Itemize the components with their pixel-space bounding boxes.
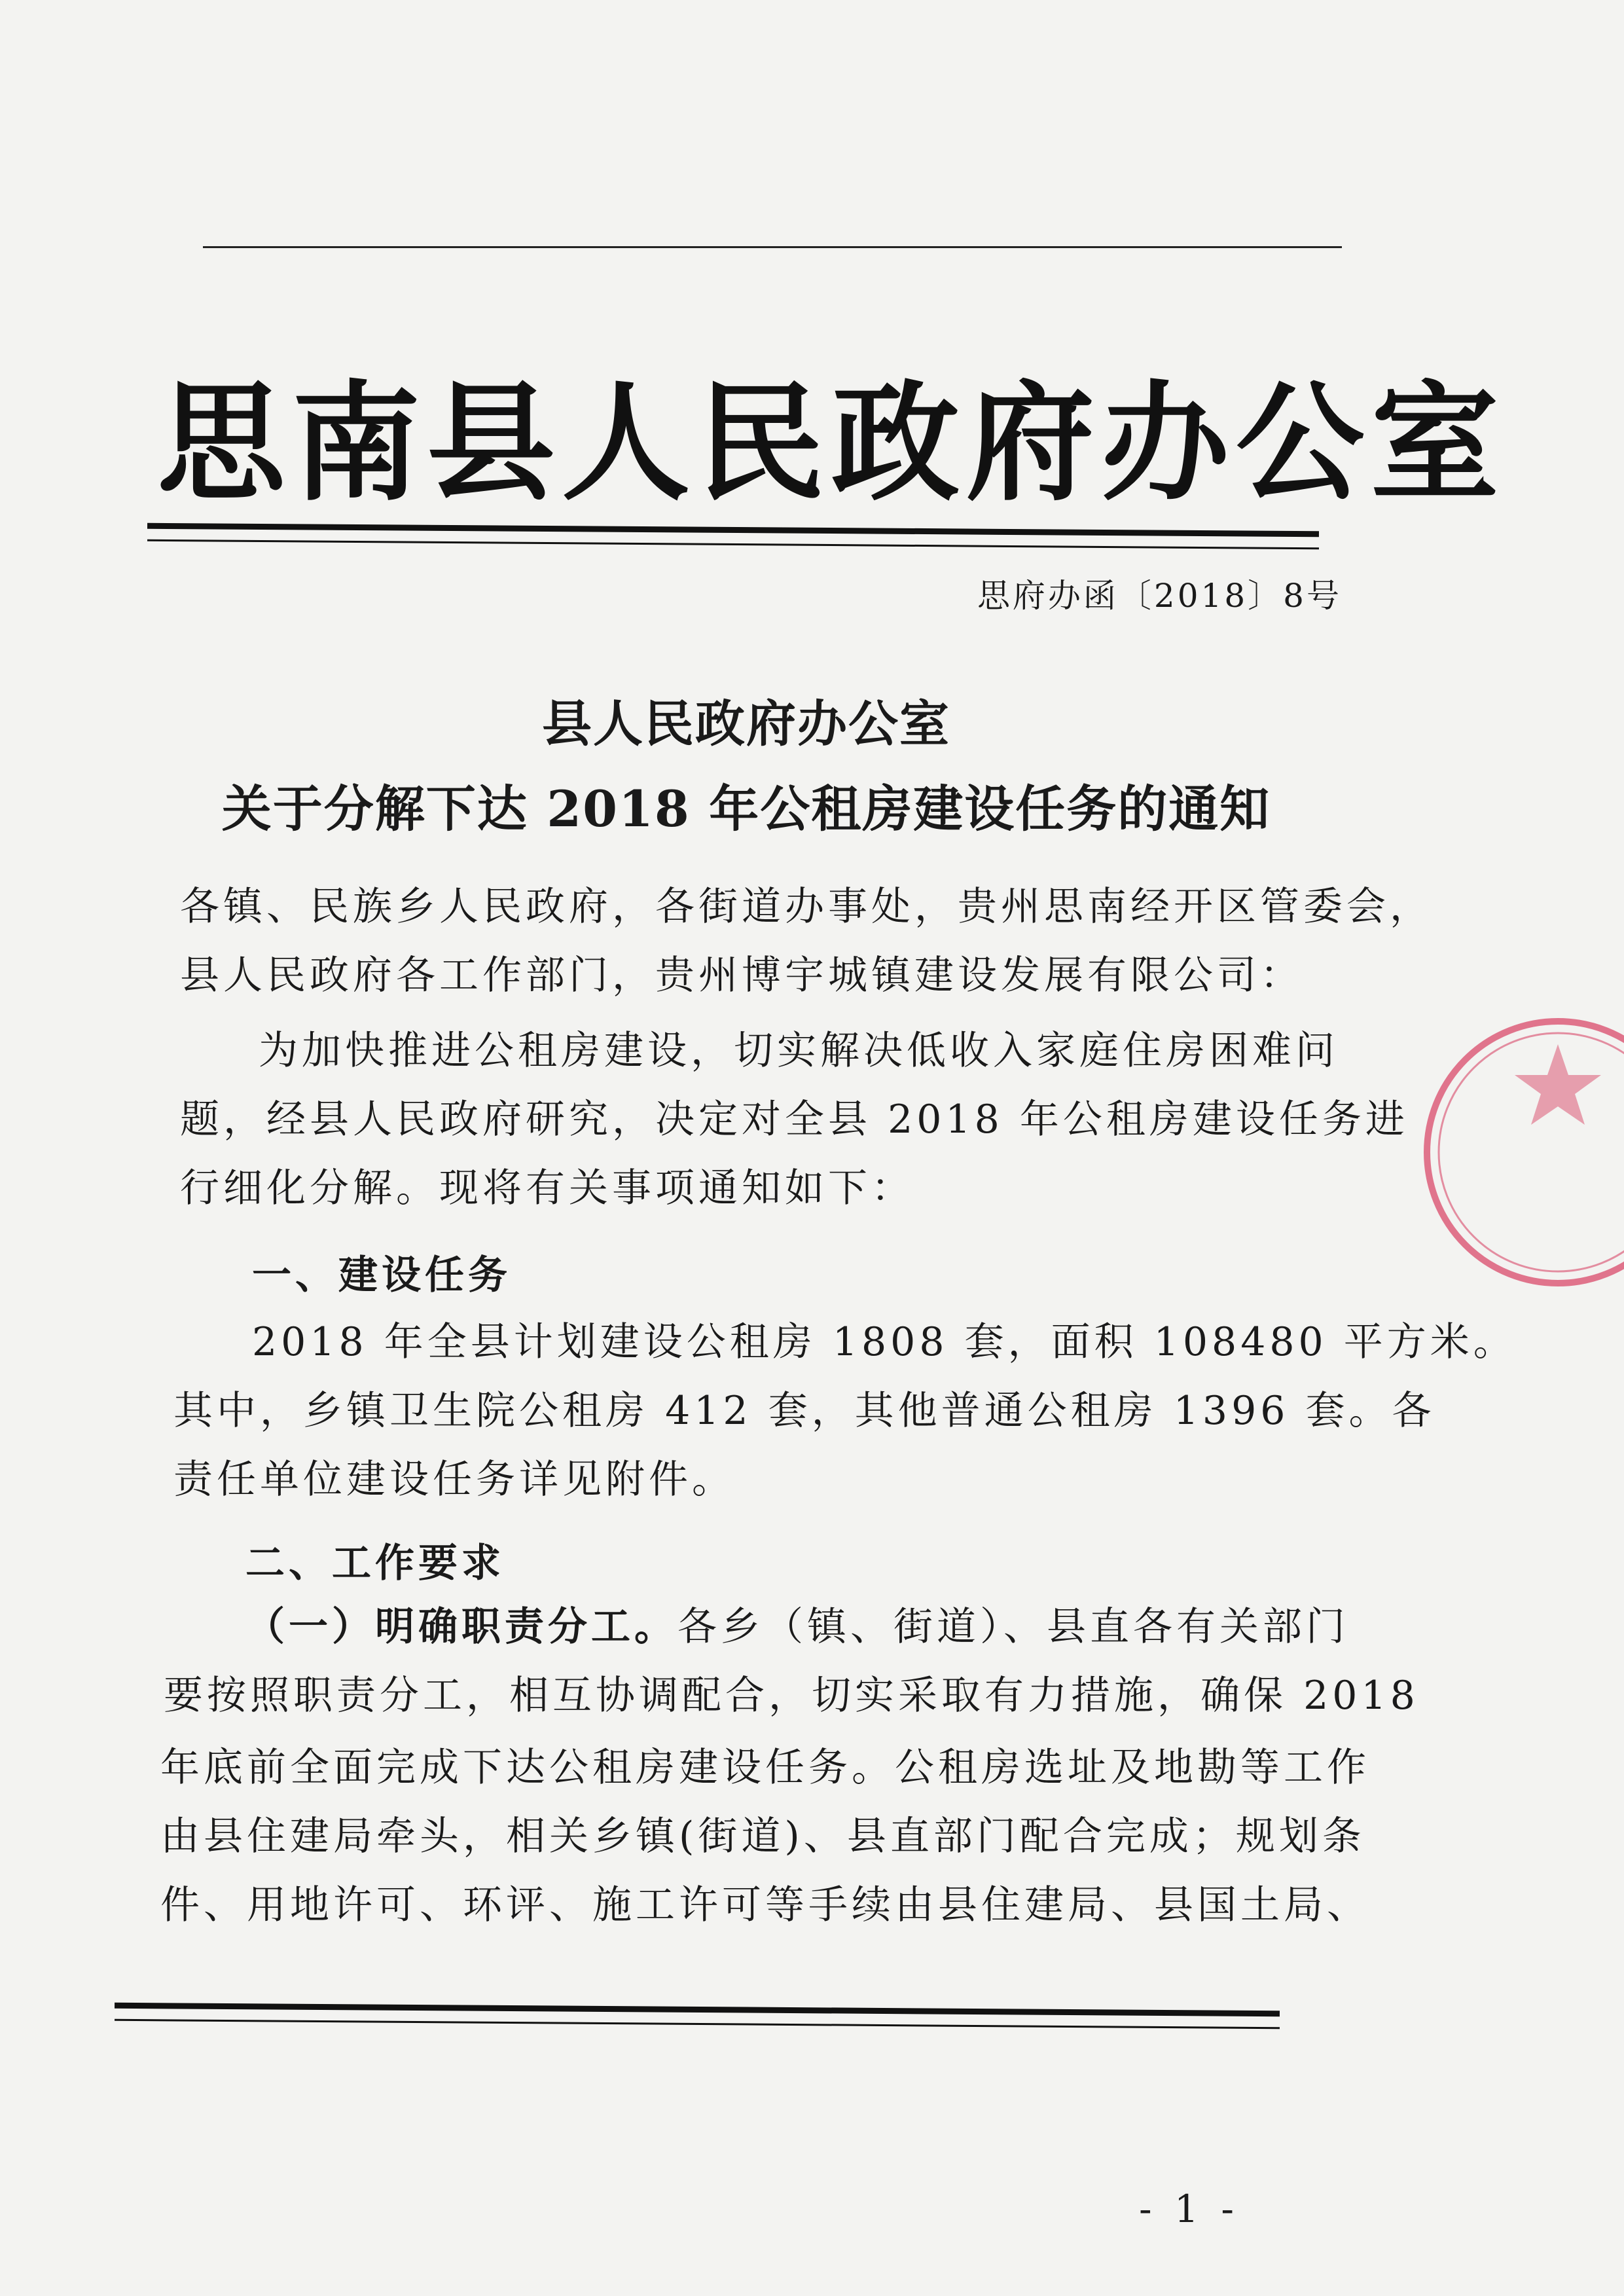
salutation-line2: 县人民政府各工作部门，贵州博宇城镇建设发展有限公司： — [180, 953, 1303, 998]
footer-rule-thin — [115, 2019, 1280, 2029]
section2-line2: 要按照职责分工，相互协调配合，切实采取有力措施，确保 2018 — [164, 1673, 1419, 1719]
salutation-line1: 各镇、民族乡人民政府，各街道办事处，贵州思南经开区管委会， — [180, 884, 1433, 930]
document-title-line1: 县人民政府办公室 — [542, 695, 950, 753]
intro-line2: 题，经县人民政府研究，决定对全县 2018 年公租房建设任务进 — [180, 1097, 1409, 1142]
section2-line3: 年底前全面完成下达公租房建设任务。公租房选址及地勘等工作 — [160, 1745, 1370, 1791]
document-title-line2: 关于分解下达 2018 年公租房建设任务的通知 — [221, 780, 1271, 838]
top-divider — [203, 246, 1342, 248]
section1-line3: 责任单位建设任务详见附件。 — [173, 1457, 735, 1503]
official-seal-stamp — [1407, 1002, 1624, 1303]
organization-title: 思南县人民政府办公室 — [157, 369, 1506, 519]
section1-heading: 一、建设任务 — [252, 1252, 511, 1298]
header-rule-thin — [147, 539, 1319, 549]
footer-rule-thick — [115, 2003, 1280, 2016]
document-number: 思府办函〔2018〕8号 — [977, 577, 1342, 615]
intro-line1: 为加快推进公租房建设，切实解决低收入家庭住房困难问 — [259, 1028, 1339, 1074]
section2-line4: 由县住建局牵头，相关乡镇(街道)、县直部门配合完成；规划条 — [160, 1813, 1365, 1859]
subsection1-heading: （一）明确职责分工。 — [245, 1604, 677, 1650]
page-number: - 1 - — [1139, 2187, 1239, 2231]
section2-line1 — [245, 1604, 1349, 1650]
section2-line5: 件、用地许可、环评、施工许可等手续由县住建局、县国土局、 — [160, 1882, 1370, 1928]
section1-line1: 2018 年全县计划建设公租房 1808 套，面积 108480 平方米。 — [252, 1319, 1517, 1365]
section2-line1-text: 各乡（镇、街道）、县直各有关部门 — [677, 1604, 1349, 1650]
intro-line3: 行细化分解。现将有关事项通知如下： — [180, 1165, 914, 1211]
section2-heading: 二、工作要求 — [245, 1540, 505, 1586]
section1-line2: 其中，乡镇卫生院公租房 412 套，其他普通公租房 1396 套。各 — [173, 1388, 1435, 1434]
